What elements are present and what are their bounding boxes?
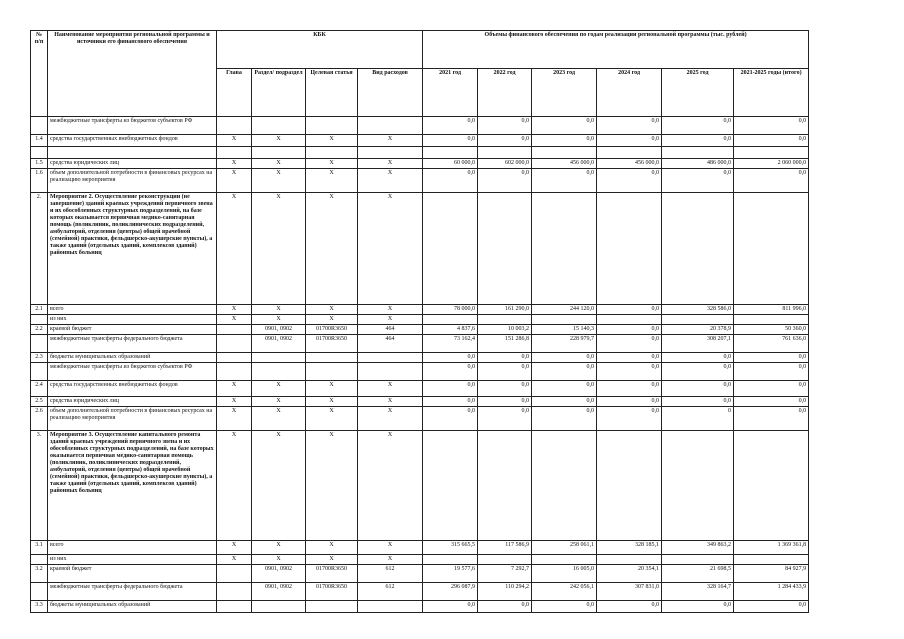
row-2024 [597, 431, 662, 541]
row-glava: X [217, 169, 252, 193]
row-2025: 486 000,0 [662, 159, 734, 169]
row-2023 [532, 193, 597, 305]
row-2022: 0,0 [478, 135, 532, 147]
row-vid: X [358, 541, 423, 555]
row-2022: 0,0 [478, 363, 532, 381]
header-2023: 2023 год [532, 69, 597, 117]
table-row [31, 583, 809, 601]
row-glava: X [217, 305, 252, 315]
row-2023: 16 005,0 [532, 565, 597, 583]
row-statya: X [306, 431, 358, 541]
row-num [31, 315, 48, 325]
row-total [734, 555, 809, 565]
header-kbk: КБК [217, 31, 423, 69]
row-2024 [597, 555, 662, 565]
row-num [31, 335, 48, 353]
row-2022: 151 286,8 [478, 335, 532, 353]
table-row [31, 555, 809, 565]
row-vid [358, 601, 423, 613]
row-2022: 117 586,9 [478, 541, 532, 555]
row-2023 [532, 555, 597, 565]
row-vid: 464 [358, 325, 423, 335]
row-num: 2.4 [31, 381, 48, 397]
row-num [31, 555, 48, 565]
row-2023: 0,0 [532, 381, 597, 397]
row-2022: 0,0 [478, 381, 532, 397]
row-total: 0,0 [734, 169, 809, 193]
row-vid: X [358, 397, 423, 407]
row-razdel [252, 363, 306, 381]
row-2022: 0,0 [478, 117, 532, 135]
row-2023: 244 120,0 [532, 305, 597, 315]
row-razdel: 0901, 0902 [252, 583, 306, 601]
row-2024 [597, 147, 662, 159]
row-glava: X [217, 555, 252, 565]
row-2021: 0,0 [423, 363, 478, 381]
row-name: межбюджетные трансферты из бюджетов субъектов РФ [48, 363, 217, 381]
row-2023: 258 061,1 [532, 541, 597, 555]
row-2025: 0,0 [662, 117, 734, 135]
row-vid [358, 147, 423, 159]
row-2022: 10 003,2 [478, 325, 532, 335]
row-statya [306, 363, 358, 381]
row-2021: 4 837,6 [423, 325, 478, 335]
header-razdel: Раздел/ подраздел [252, 69, 306, 117]
row-vid: X [358, 135, 423, 147]
row-num: 3.1 [31, 541, 48, 555]
row-statya: X [306, 397, 358, 407]
row-statya: X [306, 555, 358, 565]
row-2025: 349 863,2 [662, 541, 734, 555]
table-row [31, 193, 809, 305]
row-glava: X [217, 381, 252, 397]
row-statya: X [306, 381, 358, 397]
row-glava: X [217, 407, 252, 431]
row-num [31, 117, 48, 135]
row-razdel [252, 117, 306, 135]
row-2025: 0,0 [662, 397, 734, 407]
row-total: 0,0 [734, 353, 809, 363]
financing-table [30, 30, 809, 613]
row-statya [306, 353, 358, 363]
row-statya [306, 601, 358, 613]
row-statya: X [306, 159, 358, 169]
table-row [31, 397, 809, 407]
row-2023: 0,0 [532, 117, 597, 135]
row-name: бюджеты муниципальных образований [48, 601, 217, 613]
row-num [31, 363, 48, 381]
row-name: межбюджетные трансферты федерального бюджета [48, 583, 217, 601]
row-2023: 0,0 [532, 363, 597, 381]
row-statya: X [306, 193, 358, 305]
document-page [30, 30, 808, 613]
header-volumes: Объемы финансового обеспечения по годам реализации региональной программы (тыс. рублей) [423, 31, 809, 69]
row-razdel: X [252, 305, 306, 315]
row-2021 [423, 193, 478, 305]
row-razdel: 0901, 0902 [252, 325, 306, 335]
row-razdel: X [252, 159, 306, 169]
row-num: 2.3 [31, 353, 48, 363]
row-2021: 0,0 [423, 381, 478, 397]
row-2025: 328 164,7 [662, 583, 734, 601]
row-total: 0,0 [734, 407, 809, 431]
row-2025 [662, 193, 734, 305]
row-glava: X [217, 541, 252, 555]
row-2025: 308 207,1 [662, 335, 734, 353]
row-glava: X [217, 193, 252, 305]
row-2022 [478, 431, 532, 541]
row-vid: 464 [358, 335, 423, 353]
row-2025 [662, 555, 734, 565]
row-vid: X [358, 159, 423, 169]
row-total: 0,0 [734, 363, 809, 381]
row-2022 [478, 193, 532, 305]
row-2022: 110 294,2 [478, 583, 532, 601]
row-glava [217, 117, 252, 135]
row-name: всего [48, 541, 217, 555]
row-2024: 0,0 [597, 169, 662, 193]
row-statya [306, 147, 358, 159]
row-statya: 01700R3650 [306, 325, 358, 335]
row-razdel: X [252, 541, 306, 555]
row-num: 3.3 [31, 601, 48, 613]
row-statya: X [306, 135, 358, 147]
row-glava: X [217, 397, 252, 407]
row-razdel: X [252, 315, 306, 325]
header-2025: 2025 год [662, 69, 734, 117]
row-2025: 0,0 [662, 135, 734, 147]
row-2025 [662, 431, 734, 541]
row-vid: 612 [358, 583, 423, 601]
header-statya: Целевая статья [306, 69, 358, 117]
row-2025: 20 378,9 [662, 325, 734, 335]
row-2023: 15 140,3 [532, 325, 597, 335]
row-glava [217, 565, 252, 583]
row-razdel: X [252, 555, 306, 565]
row-glava [217, 335, 252, 353]
row-2022 [478, 315, 532, 325]
row-num: 1.4 [31, 135, 48, 147]
table-row [31, 315, 809, 325]
row-total [734, 147, 809, 159]
row-vid [358, 363, 423, 381]
row-statya [306, 117, 358, 135]
row-2025: 0 [662, 407, 734, 431]
row-2025: 0,0 [662, 601, 734, 613]
row-2025: 328 586,0 [662, 305, 734, 315]
row-name: средства государственных внебюджетных фондов [48, 135, 217, 147]
row-2024: 0,0 [597, 117, 662, 135]
row-2021 [423, 431, 478, 541]
row-2025: 21 698,5 [662, 565, 734, 583]
row-2024: 0,0 [597, 353, 662, 363]
row-name: объем дополнительной потребности в финансовых ресурсах на реализацию мероприятия [48, 169, 217, 193]
row-2024: 20 354,1 [597, 565, 662, 583]
row-glava [217, 325, 252, 335]
row-razdel: X [252, 397, 306, 407]
row-vid: 612 [358, 565, 423, 583]
row-glava [217, 147, 252, 159]
row-num: 2.1 [31, 305, 48, 315]
row-2021: 0,0 [423, 397, 478, 407]
table-row [31, 117, 809, 135]
row-vid: X [358, 381, 423, 397]
row-2022: 0,0 [478, 397, 532, 407]
table-row [31, 381, 809, 397]
row-glava [217, 363, 252, 381]
row-2025: 0,0 [662, 169, 734, 193]
row-vid: X [358, 407, 423, 431]
row-total: 811 996,0 [734, 305, 809, 315]
row-num: 3.2 [31, 565, 48, 583]
row-vid: X [358, 305, 423, 315]
row-num: 1.5 [31, 159, 48, 169]
table-row [31, 169, 809, 193]
row-razdel: X [252, 407, 306, 431]
table-row [31, 431, 809, 541]
row-razdel: X [252, 381, 306, 397]
row-statya: X [306, 315, 358, 325]
row-vid: X [358, 169, 423, 193]
row-total: 0,0 [734, 117, 809, 135]
row-2021: 0,0 [423, 407, 478, 431]
row-name: краевой бюджет [48, 565, 217, 583]
row-total: 1 369 361,8 [734, 541, 809, 555]
row-2023: 0,0 [532, 169, 597, 193]
row-2021: 78 000,0 [423, 305, 478, 315]
row-2021: 0,0 [423, 353, 478, 363]
row-statya: X [306, 305, 358, 315]
header-2022: 2022 год [478, 69, 532, 117]
header-name: Наименование мероприятия региональной программы и источники его финансового обеспечения [48, 31, 217, 117]
row-total: 0,0 [734, 397, 809, 407]
row-num: 2.5 [31, 397, 48, 407]
row-total [734, 193, 809, 305]
row-statya: 01700R3650 [306, 335, 358, 353]
row-total [734, 431, 809, 541]
row-2025 [662, 147, 734, 159]
table-row [31, 135, 809, 147]
row-total: 50 360,0 [734, 325, 809, 335]
row-name: межбюджетные трансферты федерального бюджета [48, 335, 217, 353]
row-total: 0,0 [734, 381, 809, 397]
row-vid: X [358, 193, 423, 305]
row-2023: 0,0 [532, 397, 597, 407]
row-2021 [423, 147, 478, 159]
table-row [31, 325, 809, 335]
row-2022: 0,0 [478, 353, 532, 363]
row-2023 [532, 147, 597, 159]
row-2024 [597, 193, 662, 305]
row-2023 [532, 315, 597, 325]
row-razdel: 0901, 0902 [252, 335, 306, 353]
row-2025: 0,0 [662, 363, 734, 381]
table-row [31, 159, 809, 169]
row-2023: 0,0 [532, 407, 597, 431]
row-name: из них [48, 555, 217, 565]
row-glava [217, 583, 252, 601]
table-row [31, 565, 809, 583]
row-2023: 0,0 [532, 135, 597, 147]
table-row [31, 407, 809, 431]
row-statya: 01700R3650 [306, 565, 358, 583]
row-2022: 0,0 [478, 407, 532, 431]
row-name: из них [48, 315, 217, 325]
row-2021: 296 087,9 [423, 583, 478, 601]
row-2023 [532, 431, 597, 541]
row-2024: 0,0 [597, 325, 662, 335]
row-glava: X [217, 315, 252, 325]
row-total [734, 315, 809, 325]
row-total: 761 636,0 [734, 335, 809, 353]
row-statya: X [306, 541, 358, 555]
table-row [31, 541, 809, 555]
row-total: 2 060 000,0 [734, 159, 809, 169]
row-2024: 0,0 [597, 305, 662, 315]
row-2022: 161 290,0 [478, 305, 532, 315]
row-2023: 242 056,1 [532, 583, 597, 601]
row-2022: 602 000,0 [478, 159, 532, 169]
row-num: 3. [31, 431, 48, 541]
row-2021: 0,0 [423, 117, 478, 135]
row-name: средства юридических лиц [48, 397, 217, 407]
row-2024: 0,0 [597, 397, 662, 407]
row-razdel [252, 147, 306, 159]
row-razdel: X [252, 431, 306, 541]
row-2023: 0,0 [532, 601, 597, 613]
row-2024: 0,0 [597, 601, 662, 613]
row-2022: 7 292,7 [478, 565, 532, 583]
row-total: 0,0 [734, 135, 809, 147]
row-num [31, 583, 48, 601]
row-razdel [252, 601, 306, 613]
row-2023: 456 000,0 [532, 159, 597, 169]
row-vid [358, 117, 423, 135]
row-2025: 0,0 [662, 353, 734, 363]
row-num: 1.6 [31, 169, 48, 193]
header-num: № п/п [31, 31, 48, 117]
row-2024: 0,0 [597, 135, 662, 147]
table-row [31, 353, 809, 363]
row-2024: 0,0 [597, 363, 662, 381]
row-2021: 0,0 [423, 169, 478, 193]
row-name: Мероприятие 3. Осуществление капитального ремонта зданий краевых учреждений первичного звена и их обособленных структурных подразделений, на базе которых оказывается первичная медико-санитарная помощь (поликлиник, поликлинических подразделений, амбулаторий, отделения (центры) общей врачебной (семейной) практики, фельдшерско-акушерские пункты), а также зданий (отдельных зданий, комплексов зданий) районных больниц [48, 431, 217, 541]
row-2022: 0,0 [478, 601, 532, 613]
row-2021 [423, 315, 478, 325]
table-row [31, 363, 809, 381]
row-2024: 456 000,0 [597, 159, 662, 169]
row-2022 [478, 147, 532, 159]
row-2021: 73 162,4 [423, 335, 478, 353]
row-name: всего [48, 305, 217, 315]
row-2022: 0,0 [478, 169, 532, 193]
row-2021: 0,0 [423, 135, 478, 147]
table-body [31, 117, 809, 613]
table-row [31, 335, 809, 353]
row-2024: 328 185,1 [597, 541, 662, 555]
row-name: Мероприятие 2. Осуществление реконструкции (не завершение) зданий краевых учреждений первичного звена и их обособленных структурных подразделений, на базе которых оказывается первичная медико-санитарная помощь (поликлиник, поликлинических подразделений, амбулаторий, отделения (центры) общей врачебной (семейной) практики, фельдшерско-акушерские пункты), а также зданий (отдельных зданий, комплексов зданий) районных больниц [48, 193, 217, 305]
row-name [48, 147, 217, 159]
row-2024: 307 831,0 [597, 583, 662, 601]
row-name: средства юридических лиц [48, 159, 217, 169]
row-2024: 0,0 [597, 407, 662, 431]
row-statya: X [306, 407, 358, 431]
row-name: краевой бюджет [48, 325, 217, 335]
row-razdel: X [252, 193, 306, 305]
row-2023: 0,0 [532, 353, 597, 363]
row-glava [217, 601, 252, 613]
row-statya: 01700R3650 [306, 583, 358, 601]
row-2024 [597, 315, 662, 325]
row-vid: X [358, 555, 423, 565]
row-vid [358, 353, 423, 363]
row-2025 [662, 315, 734, 325]
row-glava: X [217, 159, 252, 169]
row-vid: X [358, 315, 423, 325]
table-row [31, 305, 809, 315]
row-glava: X [217, 431, 252, 541]
row-total: 0,0 [734, 601, 809, 613]
row-num: 2. [31, 193, 48, 305]
row-razdel: X [252, 169, 306, 193]
table-row [31, 147, 809, 159]
row-vid: X [358, 431, 423, 541]
row-2021: 60 000,0 [423, 159, 478, 169]
row-statya: X [306, 169, 358, 193]
row-name: средства государственных внебюджетных фондов [48, 381, 217, 397]
row-2021: 19 577,6 [423, 565, 478, 583]
row-razdel: 0901, 0902 [252, 565, 306, 583]
row-2024: 0,0 [597, 335, 662, 353]
header-total: 2021-2025 годы (итого) [734, 69, 809, 117]
row-glava [217, 353, 252, 363]
header-vid: Вид расходов [358, 69, 423, 117]
row-total: 1 284 433,9 [734, 583, 809, 601]
row-2024: 0,0 [597, 381, 662, 397]
row-razdel: X [252, 135, 306, 147]
row-name: межбюджетные трансферты из бюджетов субъектов РФ [48, 117, 217, 135]
row-2022 [478, 555, 532, 565]
row-name: объем дополнительной потребности в финансовых ресурсах на реализацию мероприятия [48, 407, 217, 431]
row-2025: 0,0 [662, 381, 734, 397]
table-row [31, 601, 809, 613]
row-2021 [423, 555, 478, 565]
row-total: 84 927,9 [734, 565, 809, 583]
header-2021: 2021 год [423, 69, 478, 117]
row-2023: 228 979,7 [532, 335, 597, 353]
row-name: бюджеты муниципальных образований [48, 353, 217, 363]
header-glava: Глава [217, 69, 252, 117]
header-2024: 2024 год [597, 69, 662, 117]
row-num: 2.2 [31, 325, 48, 335]
row-glava: X [217, 135, 252, 147]
row-num [31, 147, 48, 159]
row-num: 2.6 [31, 407, 48, 431]
row-razdel [252, 353, 306, 363]
row-2021: 0,0 [423, 601, 478, 613]
row-2021: 315 665,5 [423, 541, 478, 555]
